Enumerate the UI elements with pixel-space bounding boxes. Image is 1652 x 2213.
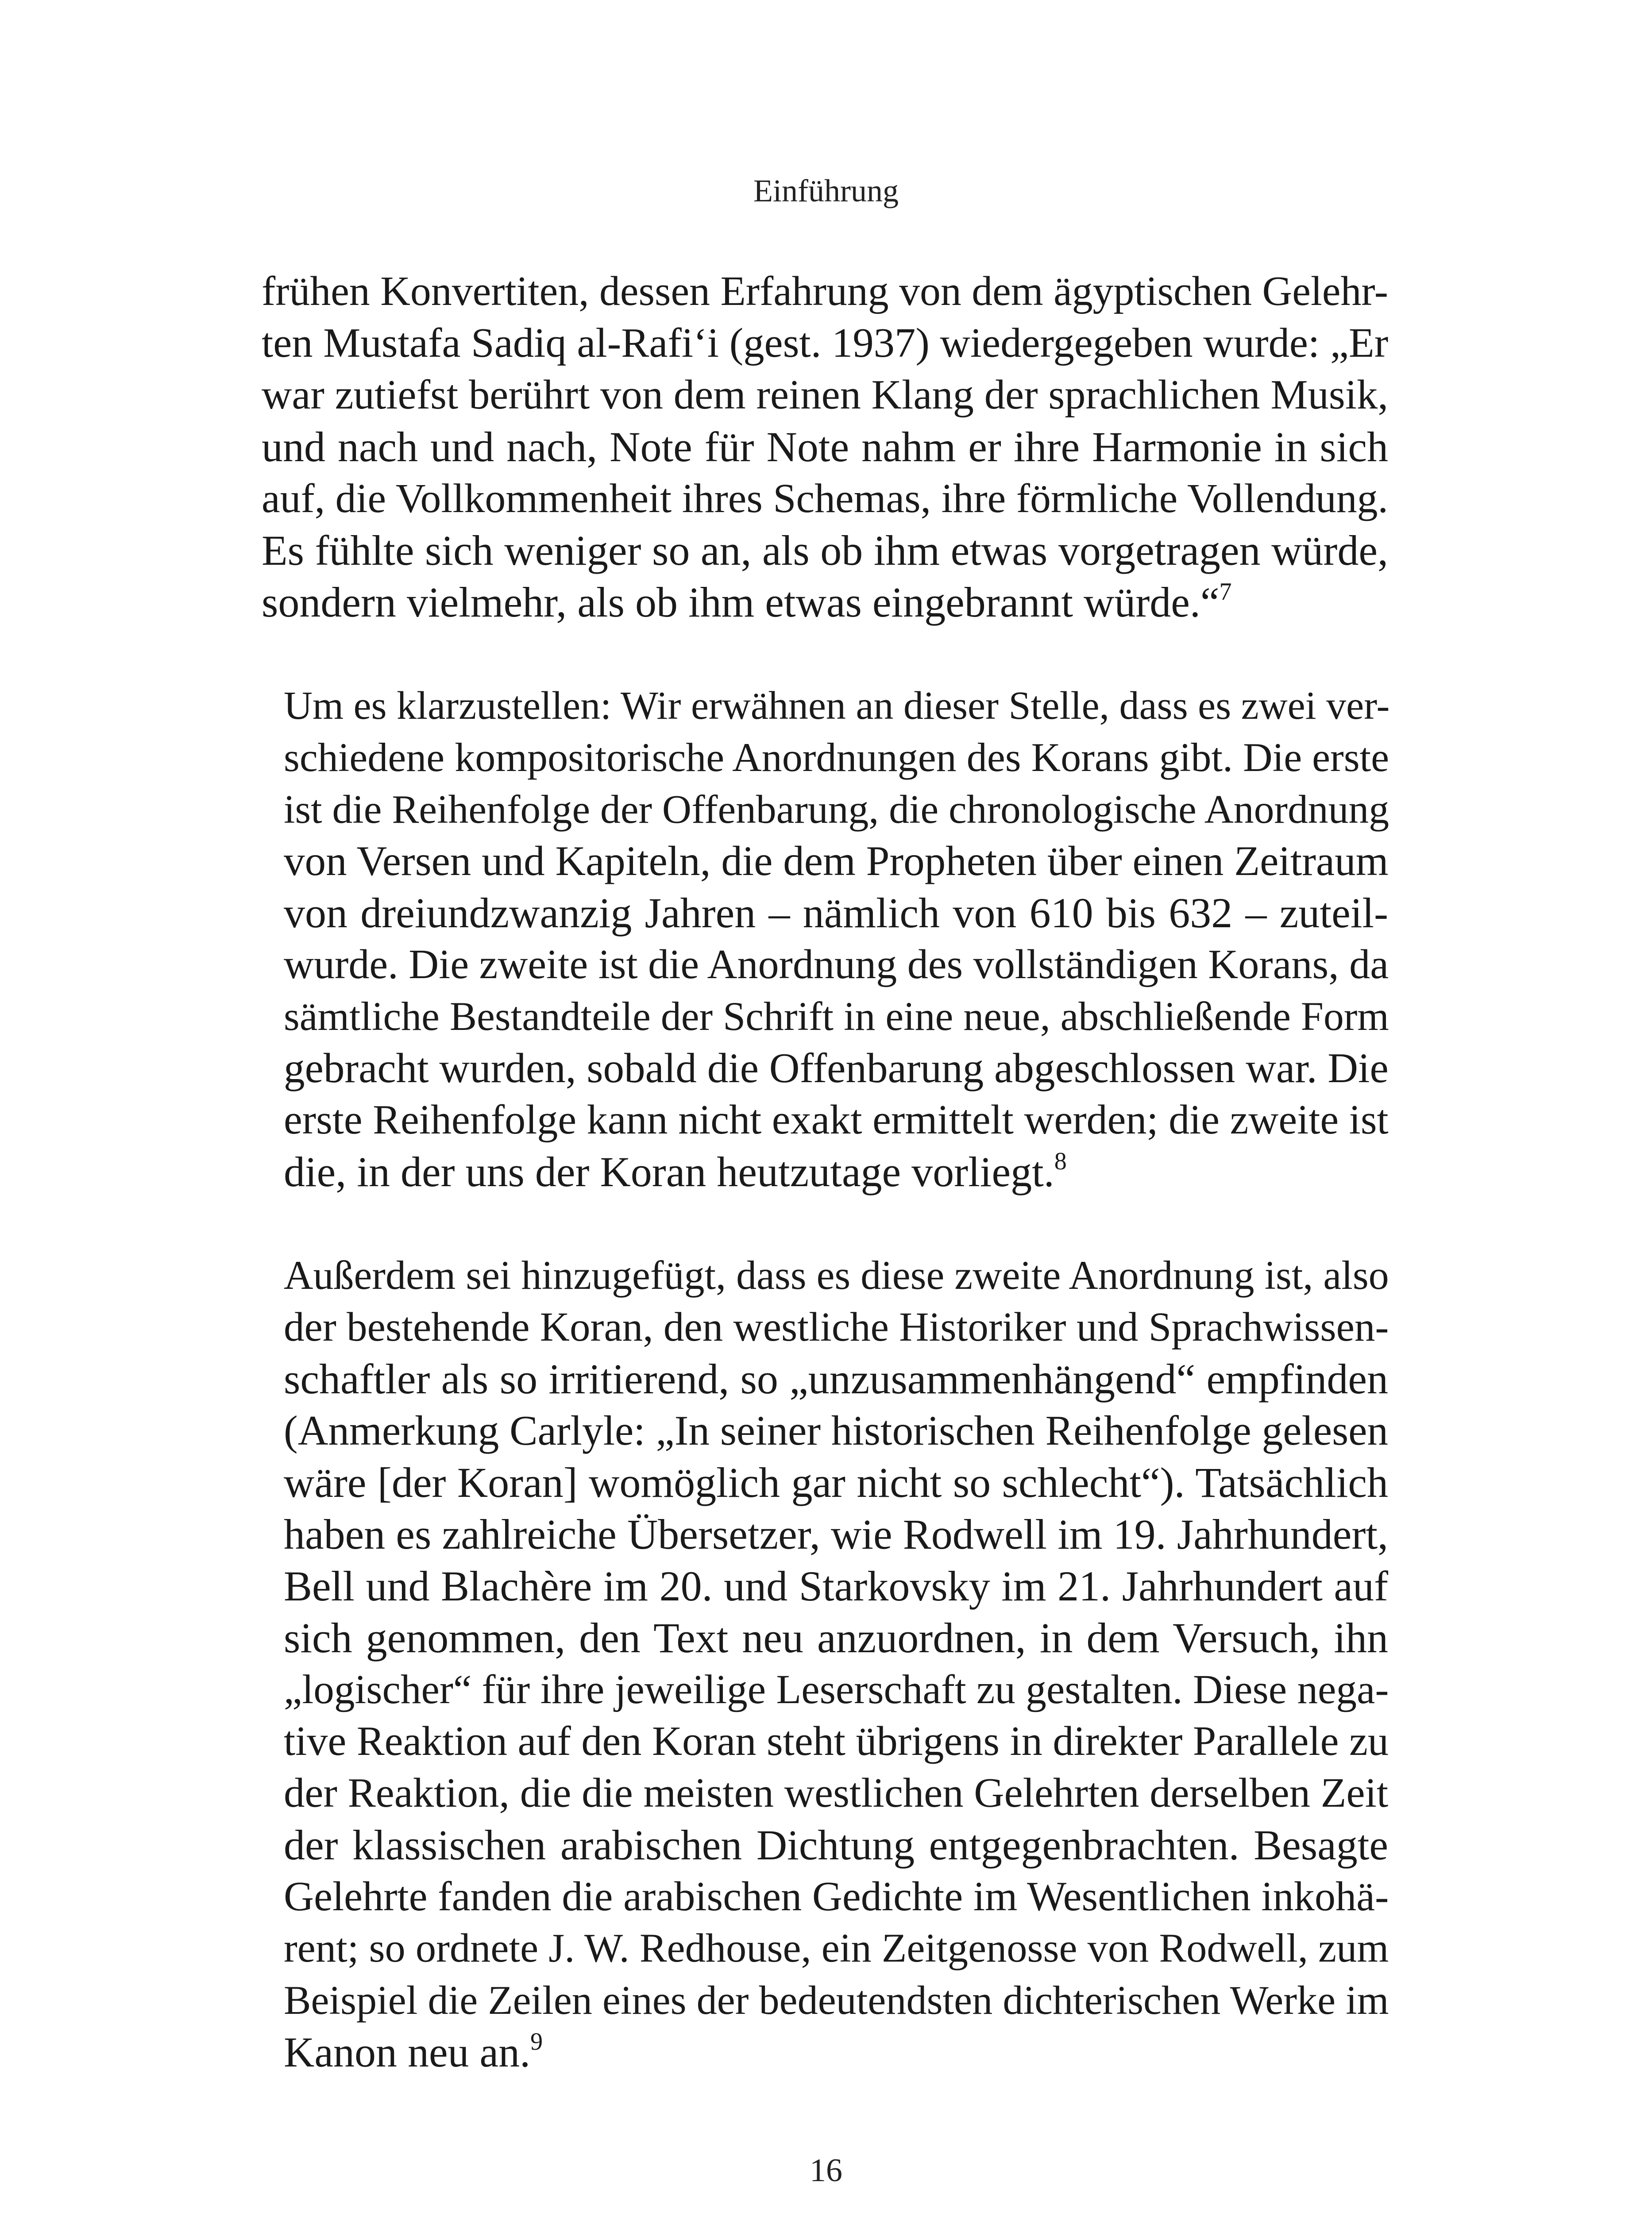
- text-line: Außerdem sei hinzugefügt, dass es diese zweite Anordnung ist, also: [284, 1253, 1389, 1298]
- body-text: [262, 266, 1388, 2078]
- text-line: und nach und nach, Note für Note nahm er ihre Harmonie in sich: [262, 423, 1388, 470]
- footnote-marker: 9: [530, 2028, 543, 2055]
- footnote-marker: 7: [1219, 578, 1232, 605]
- text-line: rent; so ordnete J. W. Redhouse, ein Zeitgenosse von Rodwell, zum: [284, 1926, 1389, 1971]
- text-line: von dreiundzwanzig Jahren – nämlich von 610 bis 632 – zuteil-: [284, 889, 1388, 937]
- text-line: Es fühlte sich weniger so an, als ob ihm etwas vorgetragen würde,: [262, 527, 1388, 574]
- text-line: Gelehrte fanden die arabischen Gedichte im Wesentlichen inkohä-: [284, 1874, 1389, 1920]
- text-line: der klassischen arabischen Dichtung entgegenbrachten. Besagte: [284, 1821, 1388, 1869]
- paragraph-2: [262, 680, 1388, 1198]
- text-line: erste Reihenfolge kann nicht exakt ermittelt werden; die zweite ist: [284, 1097, 1389, 1143]
- text-line: Um es klarzustellen: Wir erwähnen an dieser Stelle, dass es zwei ver-: [284, 684, 1390, 728]
- text-line: war zutiefst berührt von dem reinen Klang der sprachlichen Musik,: [262, 372, 1388, 418]
- text-line: „logischer“ für ihre jeweilige Leserschaft zu gestalten. Diese nega-: [284, 1667, 1389, 1712]
- paragraph-1: [262, 266, 1388, 628]
- text-line: schaftler als so irritierend, so „unzusammenhängend“ empfinden: [284, 1355, 1388, 1403]
- text-line: (Anmerkung Carlyle: „In seiner historischen Reihenfolge gelesen: [284, 1407, 1388, 1454]
- footnote-marker: 8: [1054, 1148, 1067, 1175]
- paragraph-3: [262, 1249, 1388, 2078]
- text-line: auf, die Vollkommenheit ihres Schemas, ihre förmliche Vollendung.: [262, 475, 1388, 521]
- text-line-last: [262, 576, 1388, 628]
- text-line: tive Reaktion auf den Koran steht übrigens in direkter Parallele zu: [284, 1718, 1389, 1764]
- text-line: frühen Konvertiten, dessen Erfahrung von dem ägyptischen Gelehr-: [262, 268, 1389, 314]
- text-line-content: sondern vielmehr, als ob ihm etwas eingebrannt würde.“: [262, 578, 1220, 626]
- text-line-last: [262, 1146, 1388, 1198]
- text-line: haben es zahlreiche Übersetzer, wie Rodwell im 19. Jahrhundert,: [284, 1511, 1388, 1558]
- text-line: sämtliche Bestandteile der Schrift in eine neue, abschließende Form: [284, 994, 1389, 1039]
- text-line: der bestehende Koran, den westliche Historiker und Sprachwissen-: [284, 1304, 1389, 1350]
- text-line-content: die, in der uns der Koran heutzutage vorliegt.: [284, 1148, 1054, 1195]
- running-head: Einführung: [753, 173, 899, 208]
- text-line: wurde. Die zweite ist die Anordnung des vollständigen Korans, da: [284, 941, 1389, 987]
- page-number: 16: [810, 2152, 842, 2189]
- text-line: schiedene kompositorische Anordnungen des Korans gibt. Die erste: [284, 735, 1390, 780]
- text-line: Beispiel die Zeilen eines der bedeutendsten dichterischen Werke im: [284, 1978, 1389, 2023]
- text-line: der Reaktion, die die meisten westlichen Gelehrten derselben Zeit: [284, 1770, 1389, 1816]
- text-line-content: Kanon neu an.: [284, 2028, 531, 2076]
- text-line-last: [262, 2026, 1388, 2078]
- text-line: sich genommen, den Text neu anzuordnen, in dem Versuch, ihn: [284, 1614, 1388, 1662]
- text-line: wäre [der Koran] womöglich gar nicht so schlecht“). Tatsächlich: [284, 1459, 1388, 1506]
- text-line: ist die Reihenfolge der Offenbarung, die chronologische Anordnung: [284, 787, 1390, 832]
- text-line: von Versen und Kapiteln, die dem Propheten über einen Zeitraum: [284, 837, 1389, 884]
- text-line: gebracht wurden, sobald die Offenbarung abgeschlossen war. Die: [284, 1045, 1389, 1091]
- text-line: Bell und Blachère im 20. und Starkovsky im 21. Jahrhundert auf: [284, 1562, 1388, 1610]
- text-line: ten Mustafa Sadiq al-Rafi‘i (gest. 1937) wiedergegeben wurde: „Er: [262, 320, 1389, 366]
